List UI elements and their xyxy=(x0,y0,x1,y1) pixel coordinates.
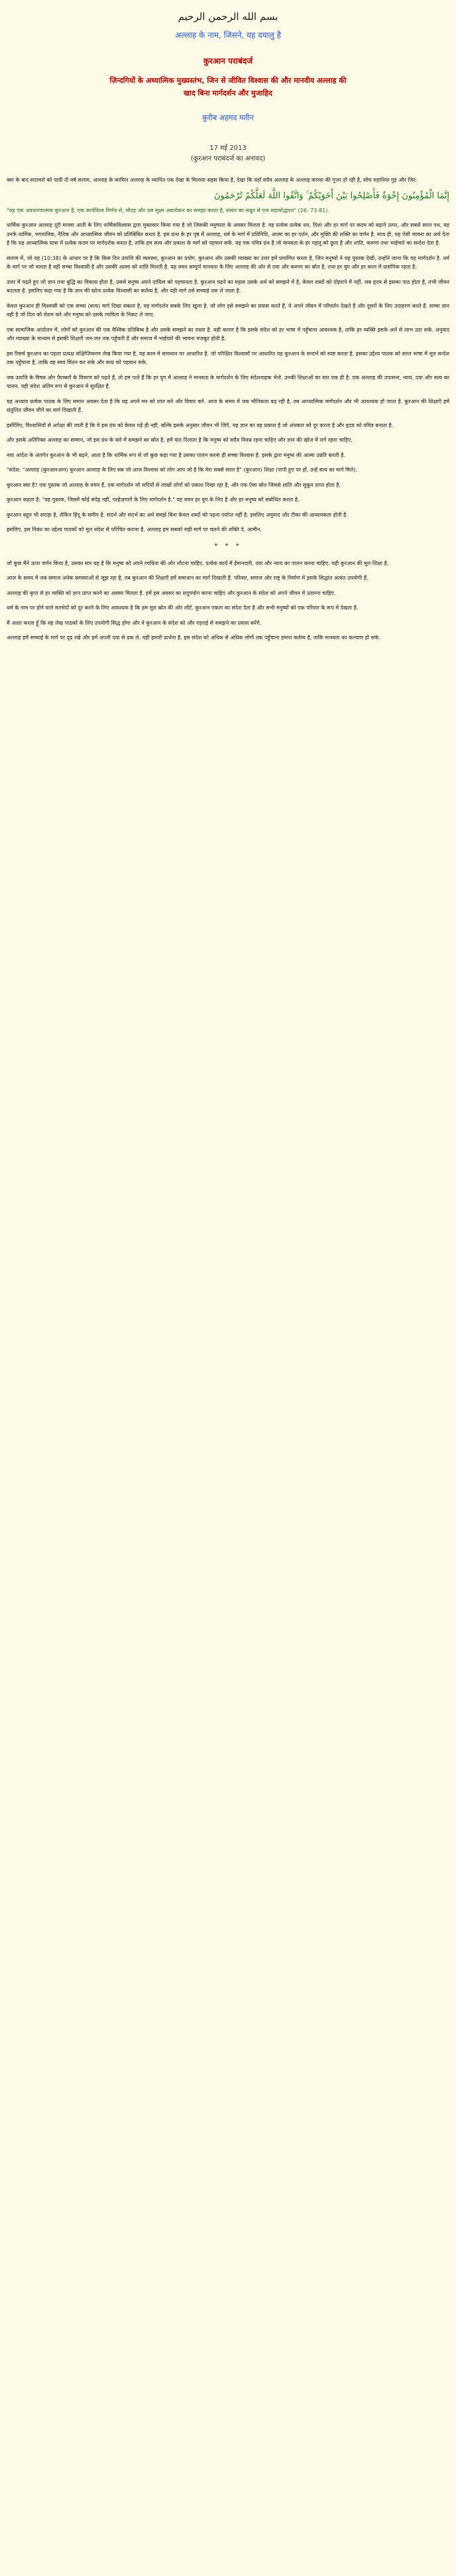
paragraph-12: नया आदेश के अंतर्गत कुरआन के भी बढ़ने, आता है कि धार्मिक रूप से जो कुछ कहा गया है उसका पालन करना ही सच्चा विश्वास है. इसके द्वारा मनुष्य की आत्मा उन्नति करती है. xyxy=(7,452,345,458)
paragraph-18: जो कुछ मैंने ऊपर वर्णन किया है, उसका सार यह है कि मनुष्य को अपने रचयिता की ओर लौटना चाहिए. प्रत्येक कार्य में ईमानदारी, दया और न्याय का पालन करना चाहिए. यही कुरआन की मूल शिक्षा है. xyxy=(7,560,389,566)
paragraph-13: "संदेश: "अल्लाह (कुरआनआन) कुरआन अल्लाह के लिए सब जो आज विश्वास को लोग आप जो है कि मेरा सबसे सरल है" (कुरआन) शिक्षा (पापी हुए पर हों, उन्हें सत्य का मार्ग मिले). xyxy=(7,467,357,473)
paragraph-17: इसलिए, इस निबंध का उद्देश्य पाठकों को मूल संदेश से परिचित कराना है. अल्लाह हम सबको सही मार्ग पर चलने की शक्ति दे. आमीन. xyxy=(7,527,262,533)
section-divider-stars: * * * xyxy=(214,542,242,550)
subtitle-line-2: खाद बिना मार्गदर्शन और मुजाहिद xyxy=(183,89,272,97)
paragraph-11: और इसके अतिरिक्त अल्लाह का सम्मान, जो इस ग्रंथ के बारे में समझने का स्रोत है, हमें याद दिलाता है कि मनुष्य को सदैव विनम्र रहना चाहिए और ज्ञान की खोज में लगे रहना चाहिए. xyxy=(7,437,353,443)
paragraph-15: कुरआन कहता है: "वह पुस्तक, जिसमें कोई संदेह नहीं, परहेज़गारों के लिए मार्गदर्शन है." यह वचन हर युग के लिए है और हर मनुष्य को संबोधित करता है. xyxy=(7,497,300,503)
date-note: (कुरआन पराबंदर्ज का अनावद) xyxy=(190,155,266,162)
paragraph-23: अल्लाह हमें सच्चाई के मार्ग पर दृढ़ रखे और हमें अपनी दया से ढक ले. यही हमारी प्रार्थना है. इस संदेश को अधिक से अधिक लोगों तक पहुँचाना हमारा कर्तव्य है, ताकि मानवता का कल्याण हो सके. xyxy=(7,635,380,641)
paragraph-3: सलाम में, जो यह (10:38) के आधार पर है कि किस दिन उत्पत्ति की व्यवस्था, कुरआन का प्रयोग, कुरआन और उसकी व्याख्या का उत्तर हमें प्रमाणित करता है, जिन मनुष्यों ने यह पुस्तक देखी, उन्होंने जाना कि यह मार्गदर्शन है. धर्म के मार्ग पर जो चलता है वही सच्चा विश्वासी है और उसकी आत्मा को शांति मिलती है. यह वचन सम्पूर्ण मानवता के लिए अल्लाह की ओर से दया और करुणा का स्रोत है, तथा हर युग और हर काल में प्रासंगिक रहता है. xyxy=(7,255,449,270)
paragraph-10: इसीलिए, विश्वासियों से अपेक्षा की जाती है कि वे इस ग्रंथ को केवल पढ़ें ही नहीं, बल्कि इसके अनुसार जीवन भी जिएँ. यह ज्ञान का वह प्रकाश है जो अंधकार को दूर करता है और हृदय को पवित्र बनाता है. xyxy=(7,422,394,428)
quran-verse-arabic: إِنَّمَا الْمُؤْمِنُونَ إِخْوَةٌ فَأَصْلِحُوا بَيْنَ أَخَوَيْكُمْ ۚ وَاتَّقُوا اللَّهَ لَعَلَّكُمْ تُرْحَمُونَ xyxy=(214,190,449,201)
publish-date: 17 मई 2013 xyxy=(209,145,247,152)
paragraph-20: अल्लाह की कृपा से हर व्यक्ति को ज्ञान प्राप्त करने का अवसर मिलता है. हमें इस अवसर का सदुपयोग करना चाहिए और कुरआन के संदेश को अपने जीवन में उतारना चाहिए. xyxy=(7,590,336,596)
paragraph-6: एक सामाजिक आंदोलन में, लोगों को कुरआन की एक वैश्विक प्रतिबिम्ब है और उसके समझने का रास्ता है. यही कारण है कि इसके संदेश को हर भाषा में पहुँचाना आवश्यक है, ताकि हर व्यक्ति इसके अर्थ से लाभ उठा सके. अनुवाद और व्याख्या के माध्यम से इसकी शिक्षाएँ जन-जन तक पहुँचती हैं और समाज में भाईचारे की भावना मजबूत होती है. xyxy=(7,326,449,342)
paragraph-5: केवल कुरआन ही विश्वासी को एक सच्चा (सत्य) मार्ग दिखा सकता है, यह मार्गदर्शन सबके लिए खुला है. जो लोग इसे समझने का प्रयास करते हैं, वे अपने जीवन में परिवर्तन देखते हैं और दूसरों के लिए उदाहरण बनते हैं. सच्चा ज्ञान वही है जो दिल को रोशन करे और मनुष्य को उसके रचयिता के निकट ले जाए. xyxy=(7,302,449,318)
paragraph-9: यह अध्याय प्रत्येक पाठक के लिए समान अवसर देता है कि वह अपने मन को शांत करे और विचार करे. आज के समय में जब भौतिकता बढ़ रही है, तब आध्यात्मिक मार्गदर्शन और भी आवश्यक हो जाता है. कुरआन की शिक्षाएँ हमें संतुलित जीवन जीने का मार्ग दिखाती हैं. xyxy=(7,398,449,413)
paragraph-19: आज के समय में जब समाज अनेक समस्याओं से जूझ रहा है, तब कुरआन की शिक्षाएँ हमें समाधान का मार्ग दिखाती हैं. परिवार, समाज और राष्ट्र के निर्माण में इसके सिद्धांत अत्यंत उपयोगी हैं. xyxy=(7,575,369,581)
bismillah-heading: بسم الله الرحمن الرحيم xyxy=(178,11,278,23)
paragraph-2: धार्मिक कुरआन अल्लाह दूरी मानवा आती के लिए धार्मिकविश्वास द्वारा मुक्तसार किया गया है जो जिसकी मनुष्यता के अवसर मिलता है. वह प्रत्येक प्रत्येक धन, दिशा और हर मार्ग पर कदम को बढ़ाने तत्पर, और सबसे सरल पथ, यह उनके धार्मिक, भगवानिक, नैतिक और आध्यात्मिक जीवन को प्रतिबिंबित करता है. इस ग्रन्थ के हर पृष्ठ में अल्लाह, धर्म के मार्ग में प्रतिनिधि, आत्मा का हर दर्शन, और मुक्ति की शक्ति का वर्णन है. साथ ही, यह ऐसी भावना का अर्थ देता है कि यह आध्यात्मिक यात्रा में प्रत्येक कदम पर मार्गदर्शक बनता है, ताकि हम सत्य और प्रकाश के मार्ग को पहचान सकें. यह एक पवित्र ग्रंथ है जो मानवता के हर पहलू को छूता है और शांति, करुणा तथा भाईचारे का सन्देश देता है. xyxy=(7,222,449,246)
tagline: अल्लाह के नाम, जिसने, यह दयालु है xyxy=(175,31,281,40)
paragraph-4: उत्तर में पढ़ते हुए जो ज्ञान तथा बुद्धि का विकास होता है, उससे मनुष्य अपने दायित्व को पहचानता है. कुरआन पढ़ने का महत्व उसके अर्थ को समझने में है, केवल शब्दों को दोहराने में नहीं. जब हृदय से इसका पाठ होता है, तभी जीवन बदलता है. इसलिए कहा गया है कि ज्ञान की खोज प्रत्येक विश्वासी का कर्तव्य है, और यही मार्ग उसे सच्चाई तक ले जाता है. xyxy=(7,279,449,294)
subtitle-line-1: ज़िन्दगियों के अध्यात्मिक मुख्यस्तंभ, जिन से जीवित विश्वास की और मानवीय अल्लाह की xyxy=(109,76,347,85)
paragraph-22: मैं आशा करता हूँ कि यह लेख पाठकों के लिए उपयोगी सिद्ध होगा और वे कुरआन के संदेश को और गहराई से समझने का प्रयास करेंगे. xyxy=(7,619,262,626)
paragraph-14: कुरआन क्या है? एक पुस्तक जो अल्लाह के वचन हैं, एक मार्गदर्शन जो सदियों से लाखों लोगों को प्रकाश दिखा रहा है, और एक ऐसा स्रोत जिससे शांति और सुकून प्राप्त होता है. xyxy=(7,482,341,488)
paragraph-7: इस रिसर्च कुरआन का पहला प्रत्यक्ष संक्षिप्तिकरण लेख किया गया है, यह काम मे सावधान पर आधारित है. जो परिक्षित विश्वासों पर आधारित यह कुरआन के सन्दर्भ को स्पष्ट करता है. इसका उद्देश्य पाठक को सरल भाषा में मूल सन्देश तक पहुँचाना है, ताकि वह स्वयं चिंतन कर सके और सत्य को पहचान सके. xyxy=(7,350,449,365)
page-title: कुरआन पराबंदर्ज xyxy=(203,56,253,66)
paragraph-21: धर्म के नाम पर होने वाले मतभेदों को दूर करने के लिए आवश्यक है कि हम मूल स्रोत की ओर लौटें. कुरआन एकता का संदेश देता है और सभी मनुष्यों को एक परिवार के रूप में देखता है. xyxy=(7,605,359,611)
paragraph-8: जब उत्पत्ति के विषय और पैग़म्बरों के विवरण को पढ़ते हैं, तो हम पाते हैं कि हर युग में अल्लाह ने मानवता के मार्गदर्शन के लिए संदेशवाहक भेजे. उनकी शिक्षाओं का सार एक ही है: एक अल्लाह की उपासना, न्याय, दया और सत्य का पालन. यही संदेश अंतिम रूप से कुरआन में सुरक्षित है. xyxy=(7,374,449,389)
quran-verse-translation: "यह एक अवधारणात्मक कुरआन है, एक कार्यविश्व निर्णय से, चौदह और उस सूक्ष्म अवलोकन का समझा करता है, संसार का सबूत से एक सहायोद्धारत" (26: 73-81). xyxy=(7,207,329,214)
paragraph-1: क्या के बाद सदाचरो को पाय़ी दी वर्ष सलाम, अल्लाह के कामिल अल्लाह के व्यापित एक देखा के मिलाया सहस किया है, देखा कि यहाँ सदैव अल्लाह के अल्लाह कारवा की गुज़र हो रही है, सोच रुहानिया गुड़ और जिर: xyxy=(7,177,418,183)
author-name: कुरीब अहमद मतीन xyxy=(202,113,254,122)
paragraph-16: कुरआन बहुत भी सराहा है, लेकिन हिंदू के समीप है. संदर्भ और संदर्भ का अर्थ समझे बिना केवल शब्दों को पढ़ना पर्याप्त नहीं है. इसलिए अनुवाद और टीका की आवश्यकता होती है. xyxy=(7,511,348,518)
